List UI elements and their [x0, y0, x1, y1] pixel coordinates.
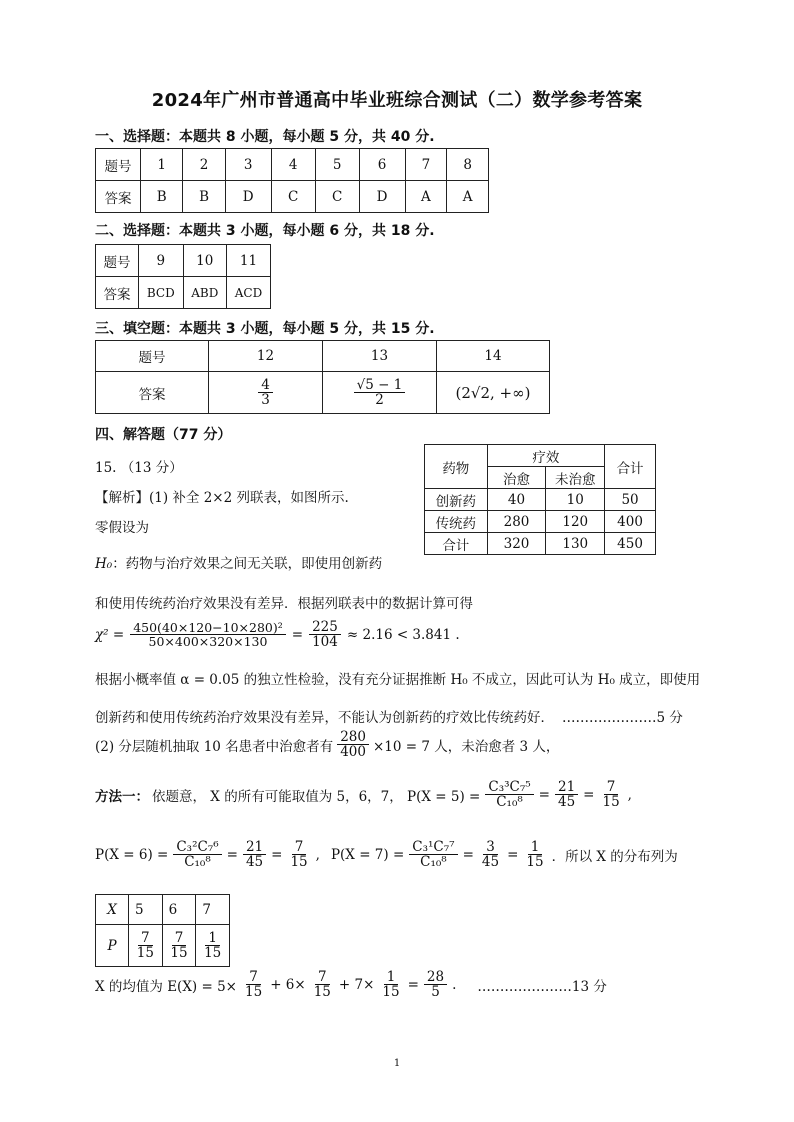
question-12: 12	[209, 341, 323, 372]
q15-label: 15. （13 分）	[95, 460, 183, 476]
row-label: 创新药	[425, 489, 488, 511]
answer-4: C	[271, 181, 315, 213]
answer-3: D	[225, 181, 271, 213]
answer-10: ABD	[183, 277, 226, 309]
cell-cured: 320	[487, 533, 546, 555]
answer-14: (2√2, +∞)	[437, 372, 550, 414]
row-label: 传统药	[425, 511, 488, 533]
section2-answer-table	[95, 244, 271, 309]
section3-answer-table	[95, 340, 550, 414]
distribution-table	[95, 894, 230, 967]
answer-13: $\frac{√5 - 1}{2}$	[323, 372, 437, 414]
probability-line: P(X = 6) = $\frac{\text{C₃²C₇⁶}}{\text{C₁₀⁸}}$ = $\frac{21}{45}$ = $\frac{7}{15}$ , P(X = 7) = $\frac{\text{C₃¹C₇⁷}}{\text{C₁₀⁸}}$ = $\frac{3}{45}$ = $\frac{1}{15}$ ．所以 X 的分布列为	[95, 839, 678, 871]
question-13: 13	[323, 341, 437, 372]
cell-total: 50	[605, 489, 656, 511]
p-value: $\frac{7}{15}$	[129, 925, 163, 967]
conclusion-text: 创新药和使用传统药治疗效果没有差异，不能认为创新药的疗效比传统药好．	[95, 710, 554, 726]
table-row	[425, 511, 656, 533]
page-title: 2024年广州市普通高中毕业班综合测试（二）数学参考答案	[151, 90, 643, 111]
header-effect: 疗效	[487, 445, 605, 467]
x-value: 5	[129, 895, 163, 925]
header-total: 合计	[605, 445, 656, 489]
question-11: 11	[226, 245, 270, 277]
question-4: 4	[271, 149, 315, 181]
cell-uncured: 10	[546, 489, 605, 511]
part2-sampling: (2) 分层随机抽取 10 名患者中治愈者有 $\frac{280}{400}$ ×10 = 7 人，未治愈者 3 人，	[95, 729, 560, 761]
cell-uncured: 120	[546, 511, 605, 533]
method1-line: 方法一： 依题意， X 的所有可能取值为 5，6，7， P(X = 5) = $\frac{\text{C₃³C₇⁵}}{\text{C₁₀⁸}}$ = $\frac{21}{45}$ = $\frac{7}{15}$ ,	[95, 779, 632, 811]
question-1: 1	[141, 149, 183, 181]
question-2: 2	[183, 149, 225, 181]
question-5: 5	[315, 149, 359, 181]
row-label-question: 题号	[96, 245, 139, 277]
cell-total: 400	[605, 511, 656, 533]
page-number: 1	[393, 1058, 401, 1069]
question-3: 3	[225, 149, 271, 181]
table-row	[425, 533, 656, 555]
mean-line: X 的均值为 E(X) = 5× $\frac{7}{15}$ + 6× $\frac{7}{15}$ + 7× $\frac{1}{15}$ = $\frac{28}{5}$ . …………………13 分	[95, 969, 607, 1001]
score-marker-13: …………………13 分	[477, 978, 607, 995]
row-label-answer: 答案	[96, 277, 139, 309]
header-uncured: 未治愈	[546, 467, 605, 489]
row-label-answer: 答案	[96, 372, 209, 414]
cell-cured: 280	[487, 511, 546, 533]
p-value: $\frac{1}{15}$	[196, 925, 230, 967]
row-label-question: 题号	[96, 341, 209, 372]
x-label: X	[96, 895, 129, 925]
row-label: 合计	[425, 533, 488, 555]
cell-uncured: 130	[546, 533, 605, 555]
section4-heading: 四、解答题（77 分）	[95, 427, 232, 443]
null-hypothesis-text: H₀：药物与治疗效果之间无关联，即使用创新药	[95, 556, 383, 572]
p-label: P	[96, 925, 129, 967]
answer-7: A	[405, 181, 447, 213]
row-label-answer: 答案	[96, 181, 141, 213]
section3-heading: 三、填空题：本题共 3 小题，每小题 5 分，共 15 分.	[95, 321, 435, 337]
x-value: 6	[162, 895, 196, 925]
header-drug: 药物	[425, 445, 488, 489]
answer-1: B	[141, 181, 183, 213]
q15-part1-intro: 【解析】(1) 补全 2×2 列联表，如图所示.	[95, 490, 349, 506]
independence-test-conclusion: 根据小概率值 α = 0.05 的独立性检验，没有充分证据推断 H₀ 不成立，因此可认为 H₀ 成立，即使用	[95, 672, 701, 688]
x-value: 7	[196, 895, 230, 925]
section1-heading: 一、选择题：本题共 8 小题，每小题 5 分，共 40 分.	[95, 129, 435, 145]
question-14: 14	[437, 341, 550, 372]
cell-total: 450	[605, 533, 656, 555]
question-8: 8	[447, 149, 489, 181]
answer-5: C	[315, 181, 359, 213]
answer-8: A	[447, 181, 489, 213]
header-cured: 治愈	[487, 467, 546, 489]
chi-square-formula: χ² = $\frac{\text{450(40×120−10×280)²}}{50\times 400\times 320\times 130}$ = $\frac{225}{104}$ ≈ 2.16 < 3.841 .	[95, 619, 460, 651]
answer-2: B	[183, 181, 225, 213]
section2-heading: 二、选择题：本题共 3 小题，每小题 6 分，共 18 分.	[95, 223, 435, 239]
answer-12: $\frac{4}{3}$	[209, 372, 323, 414]
calculation-intro: 和使用传统药治疗效果没有差异．根据列联表中的数据计算可得	[95, 596, 473, 612]
section1-answer-table	[95, 148, 489, 213]
null-hypothesis-label: 零假设为	[95, 520, 149, 536]
answer-11: ACD	[226, 277, 270, 309]
question-7: 7	[405, 149, 447, 181]
question-10: 10	[183, 245, 226, 277]
cell-cured: 40	[487, 489, 546, 511]
contingency-table	[424, 444, 656, 555]
row-label-question: 题号	[96, 149, 141, 181]
p-value: $\frac{7}{15}$	[162, 925, 196, 967]
answer-9: BCD	[139, 277, 184, 309]
answer-6: D	[359, 181, 405, 213]
score-marker-5: …………………5 分	[562, 710, 683, 726]
table-row	[425, 489, 656, 511]
question-9: 9	[139, 245, 184, 277]
question-6: 6	[359, 149, 405, 181]
